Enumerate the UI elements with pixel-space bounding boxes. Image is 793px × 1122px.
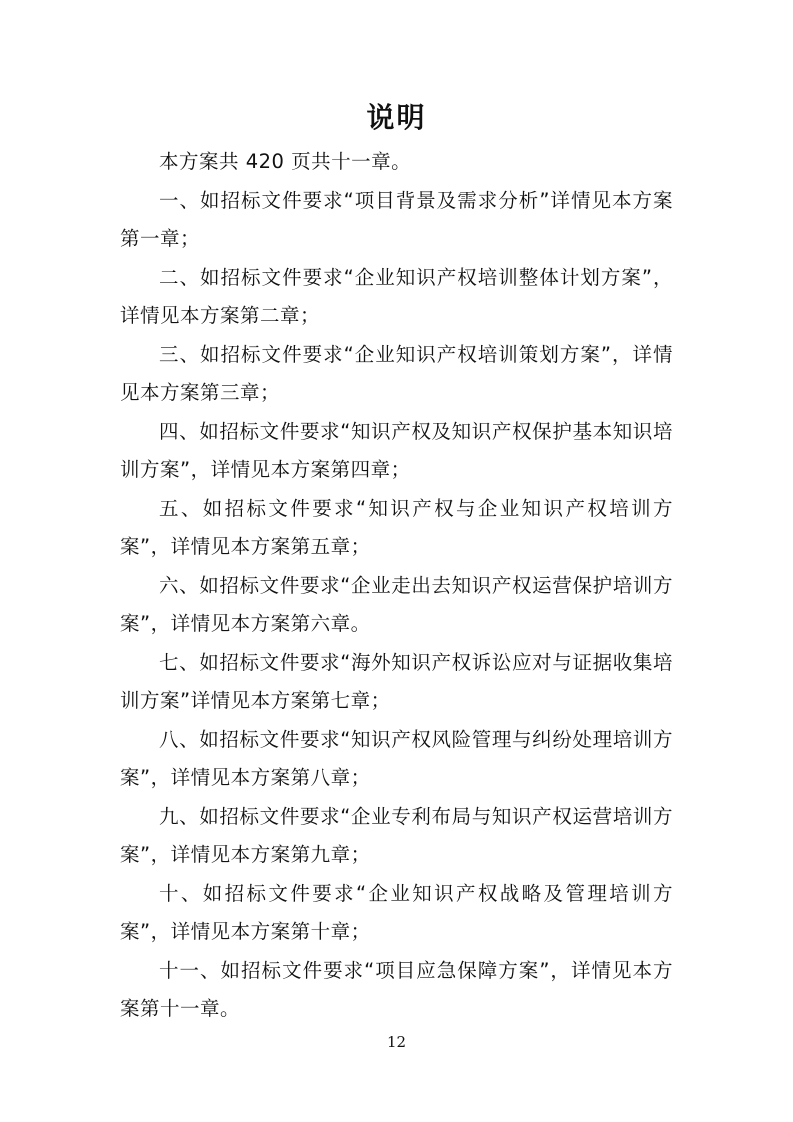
page-number: 12 (386, 1033, 407, 1051)
paragraph-summary: 本方案共 420 页共十一章。 (159, 150, 412, 173)
page-title: 说明 (366, 101, 427, 134)
paragraph-item-5: 五、如招标文件要求“知识产权与企业知识产权培训方案”，详情见本方案第五章； (120, 496, 673, 558)
paragraph-item-1: 一、如招标文件要求“项目背景及需求分析”详情见本方案第一章； (120, 188, 673, 250)
paragraph-item-4: 四、如招标文件要求“知识产权及知识产权保护基本知识培训方案”，详情见本方案第四章； (120, 419, 673, 481)
paragraph-item-8: 八、如招标文件要求“知识产权风险管理与纠纷处理培训方案”，详情见本方案第八章； (120, 727, 673, 789)
paragraph-item-7: 七、如招标文件要求“海外知识产权诉讼应对与证据收集培训方案”详情见本方案第七章； (120, 650, 673, 712)
paragraph-item-10: 十、如招标文件要求“企业知识产权战略及管理培训方案”，详情见本方案第十章； (120, 881, 673, 943)
paragraph-item-9: 九、如招标文件要求“企业专利布局与知识产权运营培训方案”，详情见本方案第九章； (120, 804, 673, 866)
document-body (120, 143, 673, 1029)
paragraph-item-6: 六、如招标文件要求“企业走出去知识产权运营保护培训方案”，详情见本方案第六章。 (120, 573, 673, 635)
paragraph-item-2: 二、如招标文件要求“企业知识产权培训整体计划方案”，详情见本方案第二章； (120, 265, 673, 327)
paragraph-item-11: 十一、如招标文件要求“项目应急保障方案”，详情见本方案第十一章。 (120, 958, 673, 1020)
paragraph-item-3: 三、如招标文件要求“企业知识产权培训策划方案”，详情见本方案第三章； (120, 342, 673, 404)
